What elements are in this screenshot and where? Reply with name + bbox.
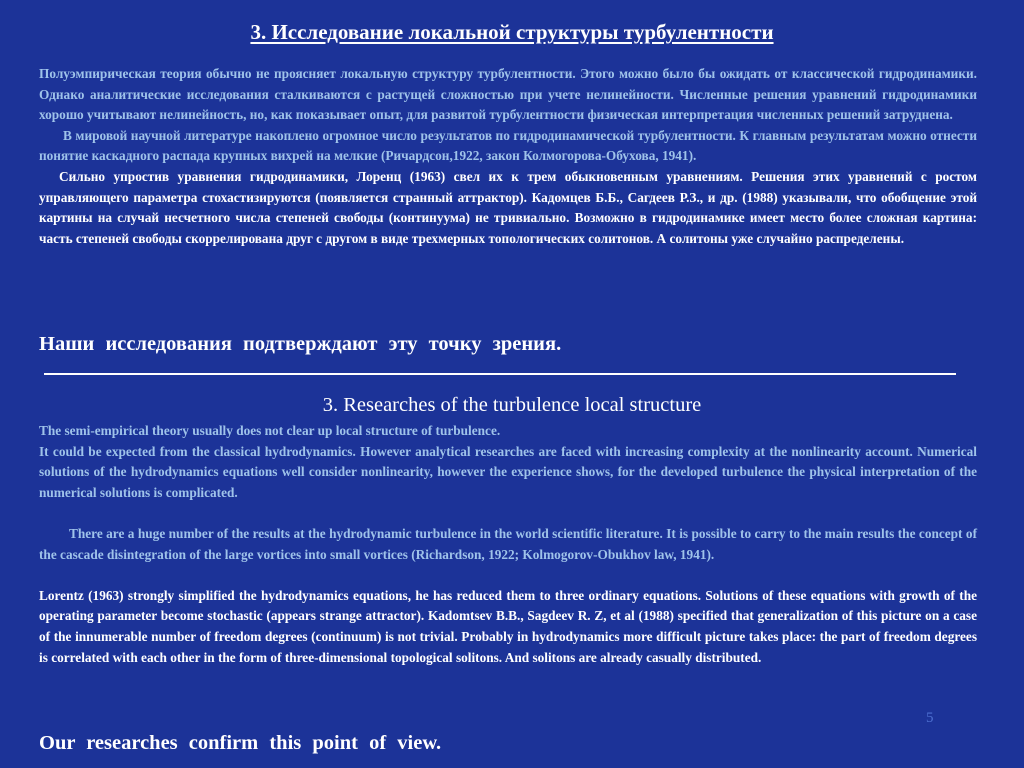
slide-title-en: 3. Researches of the turbulence local structure <box>322 394 702 416</box>
en-paragraph-1b: It could be expected from the classical hydrodynamics. However analytical researches are faced with increasing complexity at the nonlinearity account. Numerical solutions of the hydrodynamics equations well consider nonlinearity, however the experience shows, for the developed turbulence the physical interpretation of the numerical solutions is complicated. <box>39 443 977 500</box>
page-number: 5 <box>926 710 934 726</box>
en-text-block <box>39 421 977 668</box>
conclusion-ru: Наши исследования подтверждают эту точку зрения. <box>39 333 562 355</box>
en-paragraph-3: Lorentz (1963) strongly simplified the hydrodynamics equations, he has reduced them to three ordinary equations. Solutions of these equations with growth of the operating parameter become stochastic (appears strange attractor). Kadomtsev B.B., Sagdeev R. Z, et al (1988) specified that generalization of this picture on a case of the innumerable number of freedom degrees (continuum) is not trivial. Probably in hydrodynamics more difficult picture takes place: the part of freedom degrees is correlated with each other in the form of three-dimensional topological solitons. And solitons are already casually distributed. <box>39 587 977 665</box>
en-paragraph-1a: The semi-empirical theory usually does not clear up local structure of turbulence. <box>39 423 501 438</box>
ru-paragraph-2: В мировой научной литературе накоплено огромное число результатов по гидродинамической турбулентности. К главным результатам можно отнести понятие каскадного распада крупных вихрей на мелкие (Ричардсон,1922, закон Колмогорова-Обухова, 1941). <box>39 127 977 164</box>
ru-paragraph-1: Полуэмпирическая теория обычно не проясняет локальную структуру турбулентности. Этого можно было бы ожидать от классической гидродинамики. Однако аналитические исследования сталкиваются с растущей сложностью при учете нелинейности. Численные решения уравнений гидродинамики хорошо учитывают нелинейность, но, как показывает опыт, для развитой турбулентности физическая интерпретация численных решений затруднена. <box>39 66 977 123</box>
section-divider <box>44 373 956 375</box>
en-paragraph-2: There are a huge number of the results at the hydrodynamic turbulence in the world scientific literature. It is possible to carry to the main results the concept of the cascade disintegration of the large vortices into small vortices (Richardson, 1922; Kolmogorov-Obukhov law, 1941). <box>39 525 977 562</box>
ru-paragraph-3: Сильно упростив уравнения гидродинамики, Лоренц (1963) свел их к трем обыкновенным уравнениям. Решения этих уравнений с ростом управляющего параметра стохастизируются (появляется странный аттрактор). Кадомцев Б.Б., Сагдеев Р.З., и др. (1988) указывали, что обобщение этой картины на случай несчетного числа степеней свободы (континуума) не тривиально. Возможно в гидродинамике имеет место более сложная картина: часть степеней свободы скоррелирована друг с другом в виде трехмерных топологических солитонов. А солитоны уже случайно распределены. <box>39 168 977 246</box>
conclusion-en: Our researches confirm this point of view. <box>39 732 442 754</box>
slide-title-ru: 3. Исследование локальной структуры турбулентности <box>250 20 774 44</box>
ru-text-block <box>39 64 977 249</box>
